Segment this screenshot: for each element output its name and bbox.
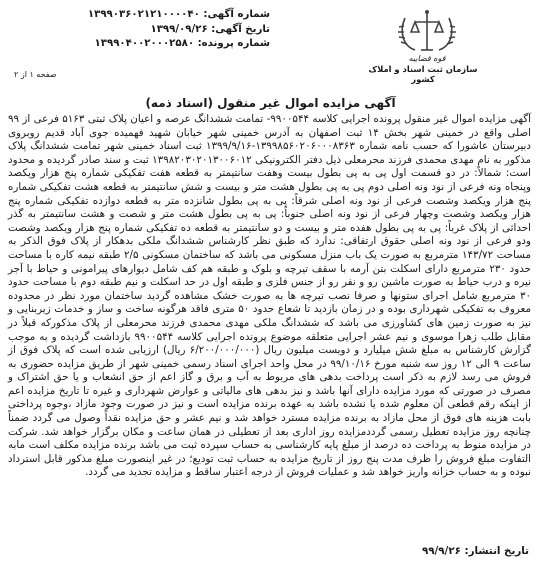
organization-name: سازمان ثبت اسناد و املاک کشور — [368, 64, 478, 84]
notice-date: تاریخ آگهی: ۱۳۹۹/۰۹/۲۶ — [150, 23, 270, 35]
case-number: شماره پرونده: ۱۳۹۹۰۴۰۰۲۰۰۰۲۵۸۰ — [94, 38, 270, 49]
notice-header — [8, 8, 270, 52]
notice-number: شماره آگهی: ۱۳۹۹۰۳۶۰۲۱۲۱۰۰۰۰۴۰ — [87, 9, 270, 20]
page-number: صفحه ۱ از ۲ — [14, 70, 57, 79]
publish-date: تاریخ انتشار: ۹۹/۹/۲۶ — [421, 545, 529, 557]
notice-title: آگهی مزایده اموال غیر منقول (اسناد ذمه) — [145, 96, 396, 110]
body-paragraph: آگهی مزایده اموال غیر منقول پرونده اجرایی کلاسه ۹۹۰۰۵۴۴- تمامت ششدانگ عرصه و اعیان پلاک ثبتی ۵۱۶۳ فرعی از ۹۹ اصلی واقع در خمینی شهر بخش ۱۴ ثبت اصفهان به آدرس خمینی شهر خیابان شهید فهمیده جوی آباد قدیم روبروی دبیرستان عاشورا که حسب نامه شماره ۱۳۹۹۸۵۶۰۲۰۶۰۰۰۸۳۶۳-۱۳۹۹/۹/۱۶ ثبت اسناد خمینی شهر تمامت ششدانگ پلاک مذکور به نام مهدی محمدی فرزند محرمعلی ذیل دفتر الکترونیکی ۱۳۹۸۲۰۳۰۲۰۱۳۰۰۶۰۱۲ ثبت و سند صادر گردیده و محدود است: شمالاً: در دو قسمت اول پی به پی بطول بیست وهفت سانتیمتر به قطعه هفت تفکیکی شماره پنج هزار ویکصد وپنجاه ونه فرعی از نود ونه اصلی دوم پی به پی بطول هشت متر و بیست و شش سانتیمتر به قطعه هشت تفکیکی شماره پنج هزار ویکصد وشصت فرعی از نود ونه اصلی شرقاً: پی به پی بطول شانزده متر به قطعه دوازده تفکیکی شماره پنج هزار ویکصد وشصت وچهار فرعی از نود ونه اصلی جنوباً: پی به پی بطول هشت متر و شصت و هشت سانتیمتر به گذر احداثی از پلاک غرباً: پی به پی بطول هفده متر و بیست و دو سانتیمتر به قطعه ده تفکیکی شماره پنج هزار ویکصد وشصت ودو فرعی از نود ونه اصلی حقوق ارتفاقی: ندارد که طبق نظر کارشناس ششدانگ ملکی بدهکار از پلاک فوق الذکر به مساحت ۱۴۳/۷۲ مترمربع به صورت یک باب منزل مسکونی می باشد که ساختمان مسکونی ۲/۵ طبقه نیمه کاره با مساحت حدود ۲۳۰ مترمربع دارای اسکلت بتن آرمه با سقف تیرچه و بلوک و طبقه هم کف شامل دیوارهای پیرامونی و حیاط با آجر نیره و درب حیاط به صورت ماشین رو و نفر رو از جنس فلزی و طبقه اول در حد اسکلت و نیم طبقه دوم با مساحت حدود ۳۰ مترمربع شامل اجرای ستونها و صرفا نصب تیرچه ها به صورت خشک مشاهده گردید ساختمان مورد نظر در محدوده معروف به تفکیکی شهرداری بوده و در زمان بازدید تا شعاع حدود ۵۰ متری فاقد هرگونه ساخت و ساز و خدمات زیربنایی و نیز به صورت زمین های کشاورزی می باشد که ششدانگ ملکی مهدی محمدی فرزند محرمعلی از پلاک مذکورکه قبلاً در مقابل طلب زهرا موسوی و نیم عشر اجرایی متعلقه موضوع پرونده اجرایی کلاسه ۹۹۰۰۵۴۴ بازداشت گردیده و به موجب گزارش کارشناس به مبلغ شش میلیارد و دویست میلیون ریال (۶/۲۰۰/۰۰۰/۰۰۰ ریال) ارزیابی شده است که پلاک فوق از ساعت ۹ الی ۱۲ روز سه شنبه مورخ ۹۹/۱۰/۱۶ در محل واحد اجرای اسناد رسمی خمینی شهر از طریق مزایده حضوری به فروش می رسد لازم به ذکر است پرداخت بدهی های مربوط به آب و برق و گاز اعم از حق انشعاب و یا حق اشتراک و مصرف در صورتی که مورد مزایده دارای آنها باشد و نیز بدهی های مالیاتی و عوارض شهرداری و غیره تا تاریخ مزایده اعم از اینکه رقم قطعی آن معلوم شده یا نشده باشد به عهده برنده مزایده است و نیز در صورت وجود مازاد ،وجوه پرداختی بابت هزینه های فوق از محل مازاد به برنده مزایده مسترد خواهد شد و نیم عشر و حق مزایده نقداً وصول می گردد ضمناً چنانچه روز مزایده تعطیل رسمی گرددمزایده روز اداری بعد از تعطیلی در همان ساعت و مکان برگزار خواهد شد. شرکت در مزایده منوط به پرداخت ده درصد از مبلغ پایه کارشناسی به حساب سپرده ثبت می باشد برنده مزایده مکلف است مابه التفاوت مبلغ فروش را ظرف مدت پنج روز از تاریخ مزایده به حساب ثبت تودیع؛ در غیر اینصورت مبلغ مذکور قابل استرداد نبوده و به حساب خزانه واریز خواهد شد و عملیات فروش از درجه اعتبار ساقط و مزایده تجدید می گردد. — [8, 113, 532, 479]
notice-body — [8, 113, 531, 480]
judiciary-label: قوه قضاییه — [408, 54, 446, 63]
